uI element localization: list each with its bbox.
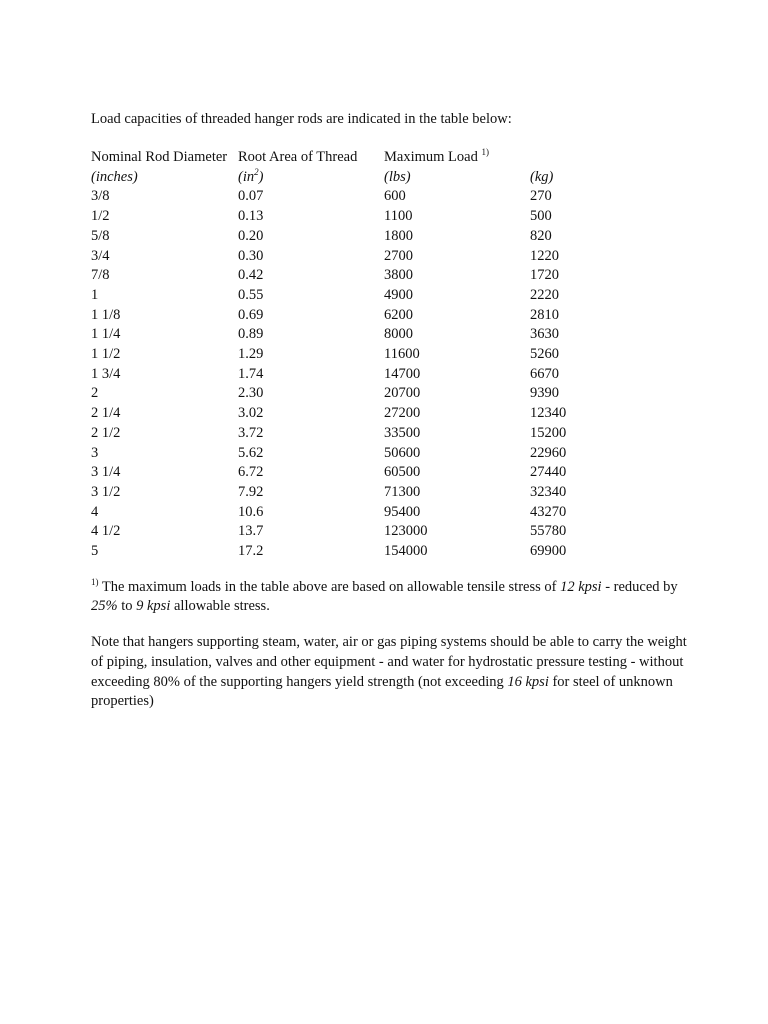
cell-diameter: 1/2 — [91, 208, 110, 225]
table-row — [91, 325, 610, 345]
cell-load-kg: 500 — [530, 208, 552, 225]
cell-root-area: 0.13 — [238, 208, 264, 225]
cell-diameter: 3/4 — [91, 247, 110, 264]
cell-load-lbs: 600 — [384, 188, 406, 205]
cell-root-area: 17.2 — [238, 543, 264, 560]
cell-diameter: 1 3/4 — [91, 365, 121, 382]
cell-load-kg: 6670 — [530, 365, 559, 382]
cell-load-kg: 270 — [530, 188, 552, 205]
table-row — [91, 522, 610, 542]
cell-load-lbs: 60500 — [384, 464, 421, 481]
cell-root-area: 0.42 — [238, 267, 264, 284]
cell-diameter: 1 1/4 — [91, 326, 121, 343]
cell-load-kg: 1220 — [530, 247, 559, 264]
table-header-row — [91, 148, 610, 168]
cell-load-kg: 1720 — [530, 267, 559, 284]
cell-load-kg: 69900 — [530, 543, 567, 560]
cell-load-lbs: 20700 — [384, 385, 421, 402]
cell-root-area: 0.30 — [238, 247, 264, 264]
cell-root-area: 3.72 — [238, 424, 264, 441]
table-row — [91, 463, 610, 483]
stress-16kpsi: 16 kpsi — [507, 673, 549, 690]
cell-diameter: 1 — [91, 286, 99, 303]
cell-diameter: 3/8 — [91, 188, 110, 205]
table-row — [91, 503, 610, 523]
cell-root-area: 7.92 — [238, 483, 264, 500]
cell-load-kg: 820 — [530, 227, 552, 244]
unit-in2: $(in^2)$ — [238, 166, 264, 185]
cell-load-lbs: 71300 — [384, 483, 421, 500]
table-row — [91, 266, 610, 286]
cell-load-kg: 32340 — [530, 483, 567, 500]
cell-root-area: 5.62 — [238, 444, 264, 461]
footnote-marker: 1) — [91, 576, 99, 587]
cell-load-lbs: 154000 — [384, 543, 428, 560]
cell-root-area: 3.02 — [238, 405, 264, 422]
table-row — [91, 444, 610, 464]
table-row — [91, 424, 610, 444]
cell-root-area: 0.07 — [238, 188, 264, 205]
cell-root-area: 13.7 — [238, 523, 264, 540]
cell-load-kg: 5260 — [530, 346, 559, 363]
header-max-load-label: Maximum Load — [384, 149, 478, 165]
reduction-percent: 25% — [91, 598, 118, 615]
cell-diameter: 7/8 — [91, 267, 110, 284]
unit-kg: (kg) — [530, 168, 554, 185]
cell-root-area: 2.30 — [238, 385, 264, 402]
unit-inches: (inches) — [91, 168, 138, 185]
header-diameter: Nominal Rod Diameter — [91, 149, 228, 165]
stress-12kpsi: 12 kpsi — [560, 578, 602, 595]
note-paragraph: Note that hangers supporting steam, water, air or gas piping systems should be able to carry the weight of piping, insulation, valves and other equipment - and water for hydrostatic pressure testing - without exceeding 80% of the supporting hangers yield strength (not exceeding 16 kpsi for steel of unknown properties) — [91, 634, 687, 710]
header-max-load — [384, 148, 610, 168]
cell-load-lbs: 95400 — [384, 503, 421, 520]
cell-diameter: 3 1/4 — [91, 464, 121, 481]
stress-9kpsi: 9 kpsi — [136, 598, 171, 615]
footnote-ref: 1) — [481, 147, 489, 157]
load-capacity-table — [91, 148, 610, 562]
cell-load-lbs: 1800 — [384, 227, 413, 244]
table-row — [91, 187, 610, 207]
cell-load-lbs: 11600 — [384, 346, 420, 363]
intro-text: Load capacities of threaded hanger rods are indicated in the table below: — [91, 111, 512, 127]
cell-load-lbs: 50600 — [384, 444, 421, 461]
unit-lbs: (lbs) — [384, 168, 411, 185]
cell-diameter: 3 1/2 — [91, 483, 121, 500]
table-row — [91, 286, 610, 306]
cell-diameter: 5/8 — [91, 227, 110, 244]
cell-load-lbs: 14700 — [384, 365, 421, 382]
cell-root-area: 0.55 — [238, 286, 264, 303]
cell-load-lbs: 123000 — [384, 523, 428, 540]
cell-load-lbs: 1100 — [384, 208, 413, 225]
cell-root-area: 1.29 — [238, 346, 264, 363]
cell-load-kg: 55780 — [530, 523, 567, 540]
cell-root-area: 0.20 — [238, 227, 264, 244]
cell-diameter: 4 — [91, 503, 99, 520]
cell-load-kg: 27440 — [530, 464, 567, 481]
table-row — [91, 247, 610, 267]
table-units-row — [91, 168, 610, 188]
cell-load-lbs: 4900 — [384, 286, 413, 303]
cell-load-lbs: 3800 — [384, 267, 413, 284]
table-row — [91, 306, 610, 326]
table-row — [91, 384, 610, 404]
cell-root-area: 10.6 — [238, 503, 264, 520]
cell-load-lbs: 8000 — [384, 326, 413, 343]
table-row — [91, 404, 610, 424]
cell-diameter: 5 — [91, 543, 99, 560]
footnote: $^{1)}$ The maximum loads in the table above are based on allowable tensile stress of 12 kpsi - reduced by 25% to 9 kpsi allowable stress. — [91, 576, 678, 615]
cell-load-lbs: 2700 — [384, 247, 413, 264]
cell-load-kg: 3630 — [530, 326, 559, 343]
table-row — [91, 542, 610, 562]
cell-diameter: 3 — [91, 444, 99, 461]
cell-load-kg: 15200 — [530, 424, 567, 441]
header-root-area: Root Area of Thread — [238, 149, 358, 165]
table-row — [91, 207, 610, 227]
cell-diameter: 1 1/2 — [91, 346, 121, 363]
cell-load-lbs: 27200 — [384, 405, 421, 422]
cell-root-area: 1.74 — [238, 365, 264, 382]
cell-load-lbs: 33500 — [384, 424, 421, 441]
document-body — [91, 110, 691, 712]
cell-load-kg: 12340 — [530, 405, 567, 422]
cell-load-kg: 2810 — [530, 306, 559, 323]
table-row — [91, 365, 610, 385]
cell-load-lbs: 6200 — [384, 306, 413, 323]
cell-root-area: 6.72 — [238, 464, 264, 481]
cell-root-area: 0.69 — [238, 306, 264, 323]
cell-diameter: 2 1/2 — [91, 424, 121, 441]
cell-load-kg: 2220 — [530, 286, 559, 303]
table-row — [91, 345, 610, 365]
cell-diameter: 4 1/2 — [91, 523, 121, 540]
cell-load-kg: 22960 — [530, 444, 567, 461]
cell-diameter: 1 1/8 — [91, 306, 121, 323]
table-row — [91, 483, 610, 503]
cell-root-area: 0.89 — [238, 326, 264, 343]
cell-load-kg: 9390 — [530, 385, 559, 402]
cell-load-kg: 43270 — [530, 503, 567, 520]
table-row — [91, 227, 610, 247]
cell-diameter: 2 — [91, 385, 99, 402]
cell-diameter: 2 1/4 — [91, 405, 121, 422]
